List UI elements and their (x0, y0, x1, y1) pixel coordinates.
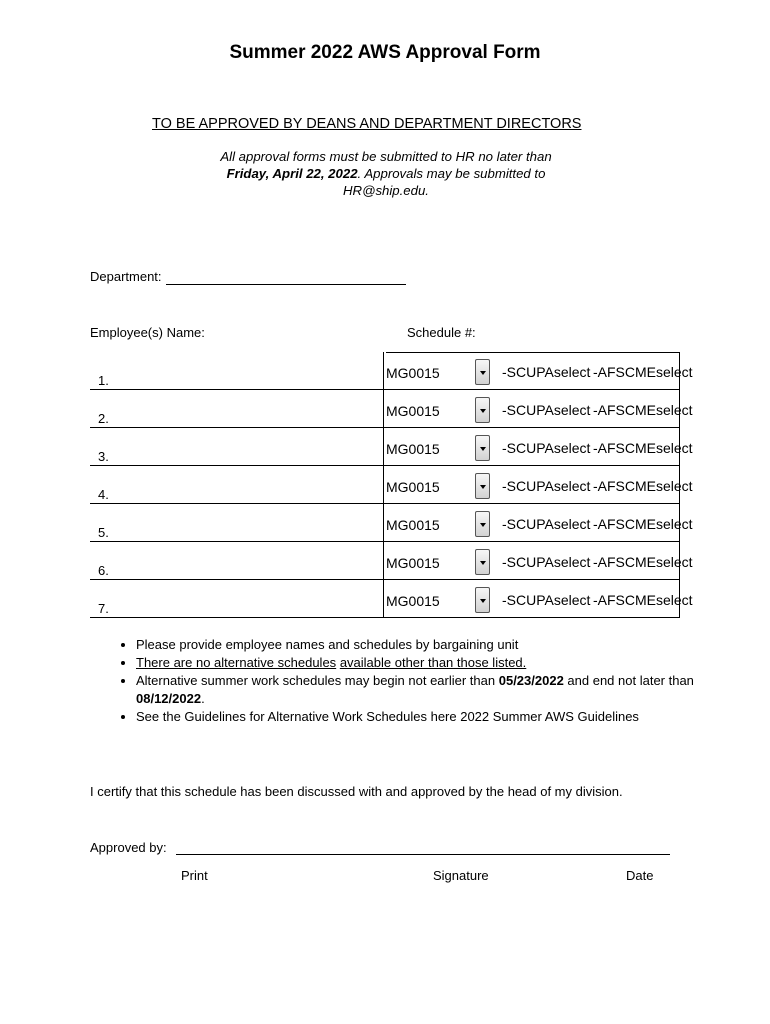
scupa-select[interactable]: -SCUPAselect (502, 592, 591, 608)
note-text-2: . Approvals may be submitted to (357, 166, 546, 181)
row-number: 4. (98, 487, 109, 502)
bullet-text: and end not later than (563, 673, 694, 688)
list-item (136, 708, 694, 726)
chevron-down-icon[interactable] (475, 359, 490, 385)
instructions-list (114, 636, 694, 726)
table-row (90, 390, 693, 428)
scupa-select[interactable]: -SCUPAselect (502, 478, 591, 494)
list-item (136, 672, 694, 708)
list-item (136, 636, 694, 654)
submission-note (190, 148, 582, 199)
row-number: 3. (98, 449, 109, 464)
schedule-code-field[interactable]: MG0015 (386, 479, 440, 495)
afscme-select[interactable]: -AFSCMEselect (593, 440, 693, 456)
afscme-select[interactable]: -AFSCMEselect (593, 554, 693, 570)
cell-border (383, 390, 384, 428)
note-email: HR@ship.edu. (343, 183, 429, 198)
page-subtitle: TO BE APPROVED BY DEANS AND DEPARTMENT DIRECTORS (152, 116, 582, 132)
schedule-code-field[interactable]: MG0015 (386, 555, 440, 571)
chevron-down-icon[interactable] (475, 549, 490, 575)
cell-border (383, 466, 384, 504)
row-number: 5. (98, 525, 109, 540)
table-row (90, 542, 693, 580)
afscme-select[interactable]: -AFSCMEselect (593, 516, 693, 532)
afscme-select[interactable]: -AFSCMEselect (593, 592, 693, 608)
bullet-text: There are no alternative schedules (136, 655, 337, 670)
row-number: 2. (98, 411, 109, 426)
approved-by-label: Approved by: (90, 840, 167, 855)
scupa-select[interactable]: -SCUPAselect (502, 364, 591, 380)
chevron-down-icon[interactable] (475, 473, 490, 499)
cell-border (383, 504, 384, 542)
chevron-down-icon[interactable] (475, 397, 490, 423)
scupa-select[interactable]: -SCUPAselect (502, 402, 591, 418)
cell-border (383, 542, 384, 580)
department-label: Department: (90, 269, 162, 284)
schedule-table (90, 352, 693, 618)
schedule-code-field[interactable]: MG0015 (386, 517, 440, 533)
row-number: 7. (98, 601, 109, 616)
note-deadline: Friday, April 22, 2022 (226, 166, 358, 181)
table-row (90, 352, 693, 390)
schedule-code-field[interactable]: MG0015 (386, 365, 440, 381)
approval-signature-field[interactable] (176, 854, 670, 855)
scupa-select[interactable]: -SCUPAselect (502, 440, 591, 456)
bullet-text: Please provide employee names and schedules by bargaining unit (136, 637, 519, 652)
department-field[interactable] (166, 284, 406, 285)
scupa-select[interactable]: -SCUPAselect (502, 554, 591, 570)
afscme-select[interactable]: -AFSCMEselect (593, 402, 693, 418)
cell-border (386, 617, 680, 618)
table-row (90, 580, 693, 618)
start-date: 05/23/2022 (498, 673, 564, 688)
bullet-text: available other than those listed. (339, 655, 527, 670)
row-number: 1. (98, 373, 109, 388)
cell-border (383, 428, 384, 466)
row-number: 6. (98, 563, 109, 578)
list-item (136, 654, 694, 672)
chevron-down-icon[interactable] (475, 511, 490, 537)
schedule-code-field[interactable]: MG0015 (386, 593, 440, 609)
page-title: Summer 2022 AWS Approval Form (229, 42, 541, 63)
table-row (90, 504, 693, 542)
schedule-code-field[interactable]: MG0015 (386, 441, 440, 457)
end-date: 08/12/2022 (136, 691, 202, 706)
signature-caption: Signature (433, 868, 489, 883)
afscme-select[interactable]: -AFSCMEselect (593, 478, 693, 494)
cell-border (383, 352, 384, 390)
employee-name-header: Employee(s) Name: (90, 325, 205, 340)
afscme-select[interactable]: -AFSCMEselect (593, 364, 693, 380)
schedule-header: Schedule #: (407, 325, 476, 340)
scupa-select[interactable]: -SCUPAselect (502, 516, 591, 532)
employee-name-field[interactable] (90, 617, 386, 618)
bullet-text: . (201, 691, 205, 706)
date-caption: Date (626, 868, 654, 883)
print-caption: Print (181, 868, 208, 883)
cell-border (383, 580, 384, 618)
table-row (90, 428, 693, 466)
bullet-text: Alternative summer work schedules may begin not earlier than (136, 673, 499, 688)
table-row (90, 466, 693, 504)
schedule-code-field[interactable]: MG0015 (386, 403, 440, 419)
guidelines-link[interactable]: See the Guidelines for Alternative Work Schedules here 2022 Summer AWS Guidelines (136, 709, 639, 724)
chevron-down-icon[interactable] (475, 587, 490, 613)
chevron-down-icon[interactable] (475, 435, 490, 461)
certification-statement: I certify that this schedule has been discussed with and approved by the head of my division. (90, 784, 623, 799)
note-text: All approval forms must be submitted to HR no later than (220, 149, 552, 164)
